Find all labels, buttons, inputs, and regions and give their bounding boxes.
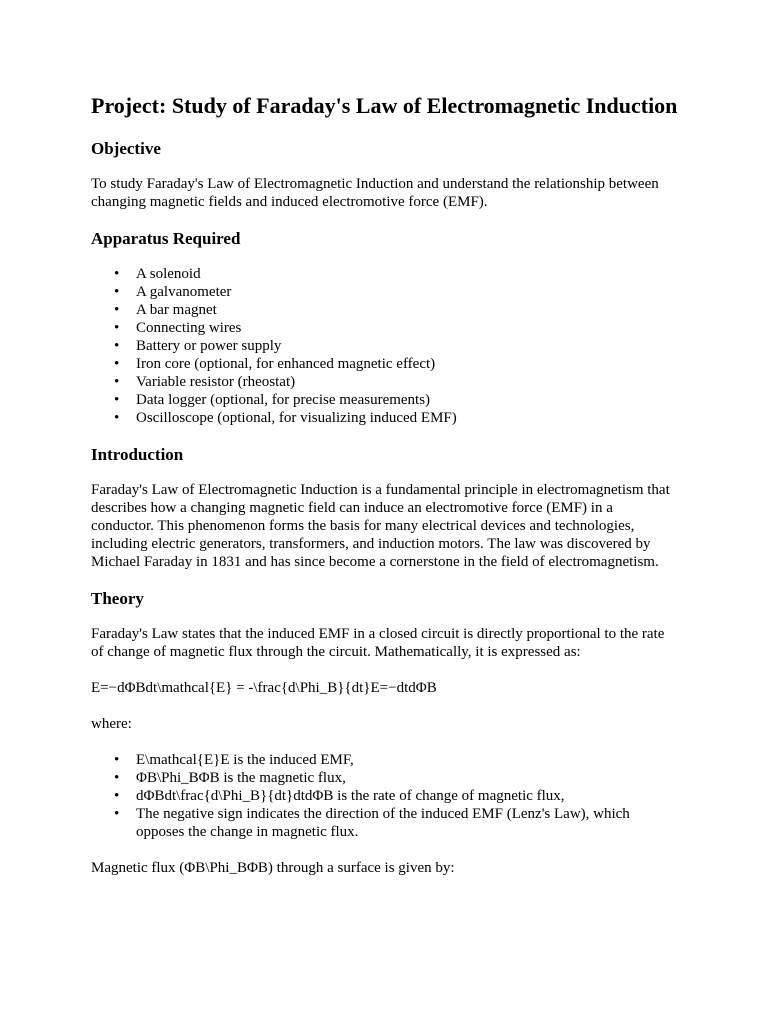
objective-heading: Objective: [91, 139, 161, 158]
list-item: • Oscilloscope (optional, for visualizing induced EMF): [136, 409, 678, 427]
flux-text: Magnetic flux (ΦB\Phi_BΦB) through a surface is given by:: [91, 860, 455, 876]
objective-text: To study Faraday's Law of Electromagnetic Induction and understand the relationship between changing magnetic fields and induced electromotive force (EMF).: [91, 176, 659, 210]
list-item: • Connecting wires: [136, 319, 678, 337]
theory-list: [91, 751, 678, 841]
list-item: • The negative sign indicates the direction of the induced EMF (Lenz's Law), which opposes the change in magnetic flux.: [136, 805, 678, 841]
where-label: where:: [91, 716, 132, 732]
list-item: • Data logger (optional, for precise measurements): [136, 391, 678, 409]
list-item: • ΦB\Phi_BΦB is the magnetic flux,: [136, 769, 678, 787]
page-title: Project: Study of Faraday's Law of Electromagnetic Induction: [91, 93, 678, 118]
list-item: • E\mathcal{E}E is the induced EMF,: [136, 751, 678, 769]
list-item: • A galvanometer: [136, 283, 678, 301]
theory-heading: Theory: [91, 589, 144, 608]
introduction-text: Faraday's Law of Electromagnetic Induction is a fundamental principle in electromagnetism that describes how a changing magnetic field can induce an electromotive force (EMF) in a conductor. This phenomenon forms the basis for many electrical devices and technologies, including electric generators, transformers, and induction motors. The law was discovered by Michael Faraday in 1831 and has since become a cornerstone in the field of electromagnetism.: [91, 482, 670, 570]
apparatus-list: [91, 265, 678, 427]
emf-equation: E=−dΦBdt\mathcal{E} = -\frac{d\Phi_B}{dt}E=−dtdΦB: [91, 680, 437, 696]
list-item: • Iron core (optional, for enhanced magnetic effect): [136, 355, 678, 373]
list-item: • A bar magnet: [136, 301, 678, 319]
theory-text: Faraday's Law states that the induced EMF in a closed circuit is directly proportional to the rate of change of magnetic flux through the circuit. Mathematically, it is expressed as:: [91, 626, 665, 660]
list-item: • Variable resistor (rheostat): [136, 373, 678, 391]
list-item: • Battery or power supply: [136, 337, 678, 355]
list-item: • dΦBdt\frac{d\Phi_B}{dt}dtdΦB is the rate of change of magnetic flux,: [136, 787, 678, 805]
apparatus-heading: Apparatus Required: [91, 229, 241, 248]
introduction-heading: Introduction: [91, 445, 184, 464]
list-item: • A solenoid: [136, 265, 678, 283]
